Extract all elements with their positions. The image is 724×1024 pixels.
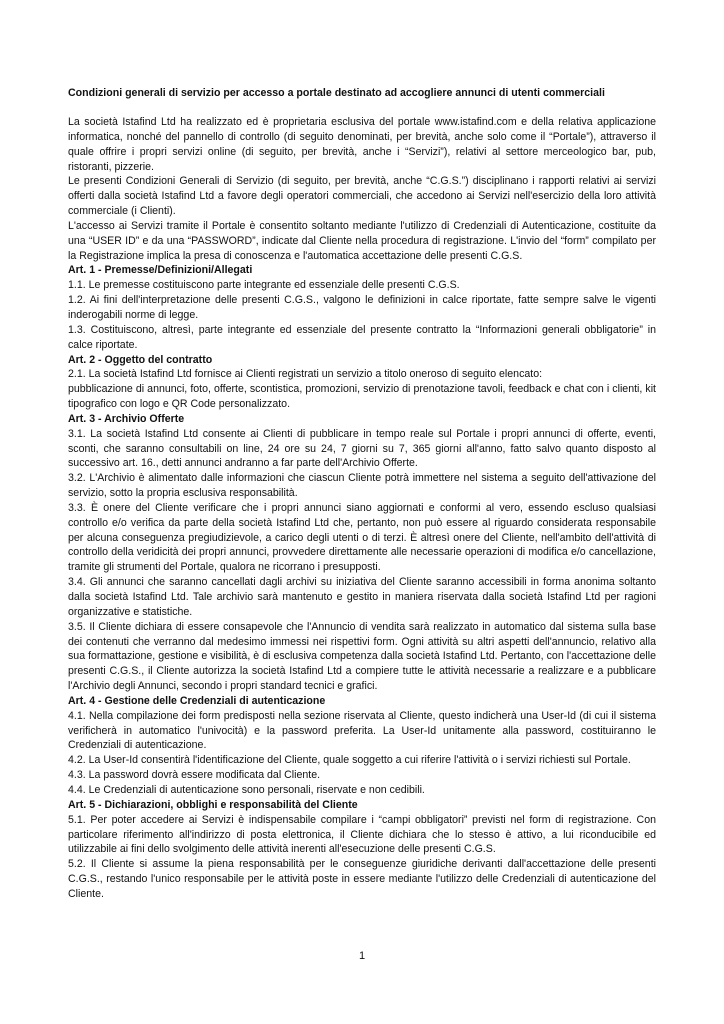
section-heading: Art. 2 - Oggetto del contratto xyxy=(68,353,213,366)
paragraph: 4.3. La password dovrà essere modificata dal Cliente. xyxy=(68,769,321,782)
paragraph: pubblicazione di annunci, foto, offerte, scontistica, promozioni, servizio di prenotazione tavoli, feedback e chat con i clienti, kit tipografico con logo e QR Code personalizzato. xyxy=(68,383,656,411)
paragraph: 4.1. Nella compilazione dei form predisposti nella sezione riservata al Cliente, questo indicherà una User-Id (di cui il sistema verificherà in automatico l'univocità) e la password preferita. La User-Id unitamente alla password, costituiranno le Credenziali di autenticazione. xyxy=(68,709,656,752)
paragraph: 3.5. Il Cliente dichiara di essere consapevole che l'Annuncio di vendita sarà realizzato in automatico dal sistema sulla base dei contenuti che verranno dal medesimo immessi nei rispettivi form. Ogni attività su altri aspetti dell'annuncio, relativo alla sua formattazione, gestione e visibilità, è di esclusiva competenza dalla società Istafind Ltd. Pertanto, con l'accettazione delle presenti C.G.S., il Cliente autorizza la società Istafind Ltd a compiere tutte le attività necessarie a realizzare e a pubblicare l'Archivio degli Annunci, secondo i propri standard tecnici e grafici. xyxy=(68,620,656,693)
section-heading: Art. 3 - Archivio Offerte xyxy=(68,412,185,425)
document-title: Condizioni generali di servizio per accesso a portale destinato ad accogliere annunci di utenti commerciali xyxy=(68,87,605,99)
paragraph: 3.1. La società Istafind Ltd consente ai Clienti di pubblicare in tempo reale sul Portale i propri annunci di offerte, eventi, sconti, che saranno consultabili on line, 24 ore su 24, 7 giorni su 7, 365 giorni all'anno, fatto salvo quanto disposto al successivo art. 16., detti annunci andranno a far parte dell'Archivio Offerte. xyxy=(68,427,656,470)
paragraph: 3.2. L'Archivio è alimentato dalle informazioni che ciascun Cliente potrà immettere nel sistema a seguito dell'attivazione del servizio, sotto la propria esclusiva responsabilità. xyxy=(68,472,656,500)
section-heading: Art. 1 - Premesse/Definizioni/Allegati xyxy=(68,264,253,277)
paragraph: 2.1. La società Istafind Ltd fornisce ai Clienti registrati un servizio a titolo oneroso di seguito elencato: xyxy=(68,368,543,381)
page-number: 1 xyxy=(358,950,366,962)
document-body xyxy=(68,115,656,902)
paragraph: 4.4. Le Credenziali di autenticazione sono personali, riservate e non cedibili. xyxy=(68,783,425,796)
paragraph: Le presenti Condizioni Generali di Servizio (di seguito, per brevità, anche “C.G.S.”) disciplinano i rapporti relativi ai servizi offerti dalla società Istafind Ltd a favore degli operatori commerciali, che accedono ai Servizi nell'esercizio della loro attività commerciale (i Clienti). xyxy=(68,175,656,218)
paragraph: 3.3. È onere del Cliente verificare che i propri annunci siano aggiornati e conformi al vero, essendo escluso qualsiasi controllo e/o verifica da parte della società Istafind Ltd che, pertanto, non può essere al riguardo considerata responsabile per alcuna conseguenza pregiudizievole, a carico degli utenti o di terzi. È altresì onere del Cliente, nell'ambito dell'attività di controllo della veridicità dei propri annunci, provvedere direttamente alle necessarie operazioni di modifica e/o cancellazione, tramite gli strumenti del Portale, qualora ne ricorrano i presupposti. xyxy=(68,501,656,574)
paragraph: L'accesso ai Servizi tramite il Portale è consentito soltanto mediante l'utilizzo di Credenziali di Autenticazione, costituite da una “USER ID” e da una “PASSWORD”, indicate dal Cliente nella procedura di registrazione. L'invio del “form” compilato per la Registrazione implica la presa di conoscenza e l'automatica accettazione delle presenti C.G.S. xyxy=(68,219,656,262)
section-heading: Art. 4 - Gestione delle Credenziali di autenticazione xyxy=(68,694,326,707)
paragraph: 1.1. Le premesse costituiscono parte integrante ed essenziale delle presenti C.G.S. xyxy=(68,279,460,292)
paragraph: 5.1. Per poter accedere ai Servizi è indispensabile compilare i “campi obbligatori” previsti nel form di registrazione. Con particolare riferimento all'indirizzo di posta elettronica, il Cliente dichiara che lo stesso è attivo, a lui riconducibile ed utilizzabile ai fini dello svolgimento delle attività inerenti all'esecuzione delle presenti C.G.S. xyxy=(68,813,656,856)
paragraph: 1.2. Ai fini dell'interpretazione delle presenti C.G.S., valgono le definizioni in calce riportate, fatte sempre salve le vigenti inderogabili norme di legge. xyxy=(68,294,656,321)
paragraph: La società Istafind Ltd ha realizzato ed è proprietaria esclusiva del portale www.istafind.com e della relativa applicazione informatica, nonché del pannello di controllo (di seguito denominati, per brevità, anche solo come il “Portale”), attraverso il quale offrire i propri servizi online (di seguito, per brevità, anche i “Servizi”), relativi al settore merceologico bar, pub, ristoranti, pizzerie. xyxy=(68,116,656,173)
paragraph: 1.3. Costituiscono, altresì, parte integrante ed essenziale del presente contratto la “Informazioni generali obbligatorie” in calce riportate. xyxy=(68,323,656,351)
document-page xyxy=(68,86,656,902)
section-heading: Art. 5 - Dichiarazioni, obblighi e responsabilità del Cliente xyxy=(68,798,358,811)
paragraph: 5.2. Il Cliente si assume la piena responsabilità per le conseguenze giuridiche derivanti dall'accettazione delle presenti C.G.S., restando l'unico responsabile per le attività poste in essere mediante l'utilizzo delle Credenziali di autenticazione del Cliente. xyxy=(68,858,656,900)
paragraph: 3.4. Gli annunci che saranno cancellati dagli archivi su iniziativa del Cliente saranno accessibili in forma anonima soltanto dalla società Istafind Ltd. Tale archivio sarà mantenuto e gestito in maniera riservata dalla società Istafind Ltd per ragioni organizzative e statistiche. xyxy=(68,576,656,618)
paragraph: 4.2. La User-Id consentirà l'identificazione del Cliente, quale soggetto a cui riferire l'attività o i servizi richiesti sul Portale. xyxy=(68,754,631,767)
